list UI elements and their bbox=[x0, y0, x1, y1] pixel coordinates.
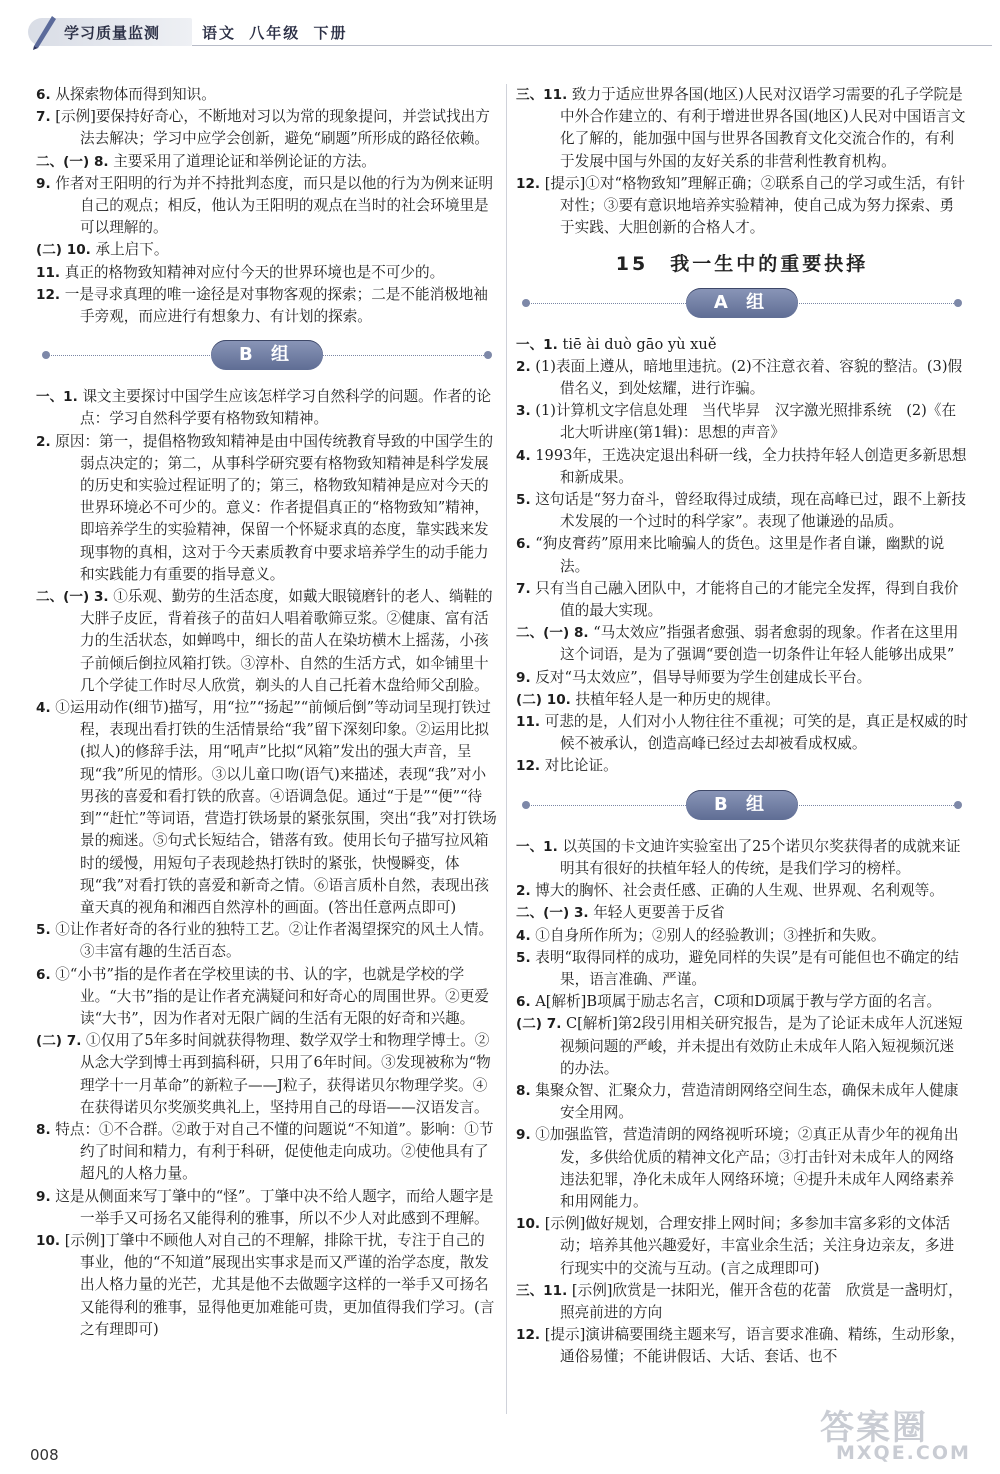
group-a-banner bbox=[516, 284, 968, 324]
answer-number: 6. bbox=[36, 87, 51, 103]
pen-icon bbox=[30, 12, 58, 50]
answer-number: 5. bbox=[36, 922, 51, 939]
answer-text: ①乐观、勤劳的生活态度，如戴大眼镜磨针的老人、绱鞋的大胖子皮匠，背着孩子的苗妇人唱着歌筛豆浆。②健康、富有活力的生活状态，如蝉鸣中，细长的苗人在染坊横木上摇荡，小孩子前倾后倒拉风箱打铁。③淳朴、自然的生活方式，如伞铺里十几个学徒工作时尽人欣赏，剃头的人自己托着木盘给师父刮脸。 bbox=[80, 588, 493, 694]
answer-text: [示例]做好规划，合理安排上网时间；多参加丰富多彩的文体活动；培养其他兴趣爱好，丰富业余生活；关注身边亲友，多进行现实中的交流与互动。(言之成理即可) bbox=[544, 1215, 955, 1277]
header-rule bbox=[192, 45, 992, 46]
page-number: 008 bbox=[30, 1446, 59, 1464]
answer-item bbox=[516, 578, 968, 622]
answer-number: 9. bbox=[36, 1188, 51, 1205]
answer-item bbox=[36, 1230, 498, 1341]
answer-text: 反对“马太效应”，倡导导师要为学生创建成长平台。 bbox=[535, 668, 872, 686]
watermark-text: 答案圈 bbox=[820, 1408, 928, 1448]
answer-number: 7. bbox=[516, 580, 531, 597]
answer-text: 扶植年轻人是一种历史的规律。 bbox=[575, 690, 780, 708]
answer-text: “马太效应”指强者愈强、弱者愈弱的现象。作者在这里用这个词语，是为了强调“要创造一切条件让年轻人能够出成果” bbox=[560, 624, 959, 664]
answer-number: 9. bbox=[36, 175, 51, 192]
answer-item bbox=[516, 836, 968, 880]
answer-text: 集聚众智、汇聚众力，营造清朗网络空间生态，确保未成年人健康安全用网。 bbox=[535, 1081, 959, 1122]
answer-number: 5. bbox=[516, 492, 531, 509]
answer-text: tiē ài duò gāo yù xuě bbox=[562, 335, 717, 353]
answer-item bbox=[516, 489, 968, 533]
answer-number: 4. bbox=[36, 700, 51, 717]
answer-item bbox=[516, 1124, 968, 1213]
answer-text: 课文主要探讨中国学生应该怎样学习自然科学的问题。作者的论点：学习自然科学要有格物致知精神。 bbox=[80, 388, 492, 428]
answer-item bbox=[516, 173, 968, 240]
answer-number: 一、1. bbox=[516, 336, 558, 353]
answer-item bbox=[516, 880, 968, 902]
answer-item bbox=[516, 689, 968, 711]
answer-number: 一、1. bbox=[36, 389, 78, 406]
answer-text: 致力于适应世界各国(地区)人民对汉语学习需要的孔子学院是中外合作建立的、有利于增进世界各国(地区)人民对中国语言文化了解的，能加强中国与世界各国教育文化交流合作的，有利于发展中国与外国的友好关系的非营利性教育机构。 bbox=[560, 86, 966, 170]
answer-number: 9. bbox=[516, 1127, 531, 1144]
answer-number: 9. bbox=[516, 669, 531, 686]
answer-number: 7. bbox=[36, 109, 51, 126]
answer-number: 一、1. bbox=[516, 838, 558, 855]
answer-text: 以英国的卡文迪许实验室出了25个诺贝尔奖获得者的成就来证明其有很好的扶植年轻人的传统，是我们学习的榜样。 bbox=[560, 837, 961, 877]
answer-text: 承上启下。 bbox=[95, 241, 169, 259]
answer-item bbox=[36, 1186, 498, 1230]
answer-text: [示例]要保持好奇心，不断地对习以为常的现象提问，并尝试找出方法去解决；学习中应学会创新，避免“刷题”所形成的路径依赖。 bbox=[55, 108, 490, 148]
answer-item bbox=[36, 1119, 498, 1186]
answer-number: 6. bbox=[516, 994, 531, 1011]
answer-item bbox=[516, 991, 968, 1013]
answer-number: 8. bbox=[516, 1082, 531, 1099]
group-b-banner-right bbox=[516, 786, 968, 826]
answer-number: 10. bbox=[516, 1216, 541, 1233]
answer-item bbox=[516, 400, 968, 444]
answer-item bbox=[36, 586, 498, 697]
answer-number: 二、(一) 8. bbox=[516, 625, 589, 642]
answer-number: 二、(一) 8. bbox=[36, 153, 109, 170]
answer-number: 12. bbox=[516, 1327, 541, 1344]
answer-item bbox=[516, 1080, 968, 1124]
answer-number: (二) 7. bbox=[516, 1016, 562, 1033]
answer-item bbox=[36, 431, 498, 586]
answer-number: 4. bbox=[516, 447, 531, 464]
answer-text: C[解析]第2段引用相关研究报告，是为了论证未成年人沉迷短视频问题的严峻，并未提出有效防止未成年人陷入短视频沉迷的办法。 bbox=[560, 1015, 963, 1077]
answer-item bbox=[516, 947, 968, 991]
answer-text: 这句话是“努力奋斗，曾经取得过成绩，现在高峰已过，跟不上新技术发展的一个过时的科学家”。表现了他谦逊的品质。 bbox=[535, 491, 966, 531]
answer-text: [示例]欣赏是一抹阳光，催开含苞的花蕾 欣赏是一盏明灯，照亮前进的方向 bbox=[560, 1281, 963, 1321]
answer-item bbox=[516, 84, 968, 173]
answer-text: ①加强监管，营造清朗的网络视听环境；②真正从青少年的视角出发，多供给优质的精神文化产品；③打击针对未成年人的网络违法犯罪，净化未成年人网络环境；④提升未成年人网络素养和用网能力。 bbox=[535, 1126, 959, 1210]
answer-item bbox=[516, 667, 968, 689]
answer-item bbox=[516, 711, 968, 755]
answer-item bbox=[36, 964, 498, 1031]
answer-number: 12. bbox=[516, 175, 541, 192]
watermark-url: MXQE.COM bbox=[836, 1442, 971, 1464]
answer-text: 1993年，王选决定退出科研一线，全力扶持年轻人创造更多新思想和新成果。 bbox=[535, 446, 967, 486]
right-column bbox=[516, 84, 968, 1369]
answer-text: ①“小书”指的是作者在学校里读的书、认的字，也就是学校的学业。“大书”指的是让作者充满疑问和好奇心的周围世界。②更爱读“大书”，因为作者对无限广阔的生活有无限的好奇和兴趣。 bbox=[55, 965, 489, 1027]
answer-item bbox=[36, 1030, 498, 1119]
answer-text: (1)表面上遵从，暗地里违抗。(2)不注意衣着、容貌的整洁。(3)假借名义，到处炫耀，进行诈骗。 bbox=[535, 357, 963, 398]
answer-number: 2. bbox=[516, 883, 531, 900]
column-divider bbox=[506, 84, 507, 1414]
brand-title: 学习质量监测 bbox=[64, 24, 161, 42]
group-a-label: A 组 bbox=[686, 288, 798, 318]
answer-number: 2. bbox=[36, 433, 51, 450]
answer-number: 5. bbox=[516, 949, 531, 966]
answer-text: ①自身所作所为；②别人的经验教训；③挫折和失败。 bbox=[535, 926, 886, 944]
answer-item bbox=[36, 173, 498, 240]
answer-text: ①仅用了5年多时间就获得物理、数学双学士和物理学博士。②从念大学到博士再到搞科研，只用了6年时间。③发现被称为“物理学十一月革命”的新粒子——J粒子，获得诺贝尔物理学奖。④在获得诺贝尔奖颁奖典礼上，坚持用自己的母语——汉语发言。 bbox=[80, 1032, 491, 1116]
answer-item bbox=[516, 1324, 968, 1368]
answer-text: ①运用动作(细节)描写，用“拉”“扬起”“前倾后倒”等动词呈现打铁过程，表现出看打铁的生活情景给“我”留下深刻印象。②运用比拟(拟人)的修辞手法，用“吼声”比拟“风箱”发出的强大声音，呈现“我”所见的情形。③以儿童口吻(语气)来描述，表现“我”对小男孩的喜爱和看打铁的欣喜。④语调急促。通过“于是”“便”“待到”“赶忙”等词语，营造打铁场景的紧张氛围，突出“我”对打铁场景的痴迷。⑤句式长短结合，错落有致。使用长句子描写拉风箱时的缓慢，用短句子表现趁热打铁时的紧张，快慢瞬变，体现“我”对看打铁的喜爱和新奇之情。⑥语言质朴自然，表现出孩童天真的视角和湘西自然淳朴的画面。(答出任意两点即可) bbox=[55, 699, 497, 916]
answer-item bbox=[36, 106, 498, 150]
answer-number: 三、11. bbox=[516, 87, 568, 103]
answer-text: 特点：①不合群。②敢于对自己不懂的问题说“不知道”。影响：①节约了时间和精力，有利于科研，促使他走向成功。②使他具有了超凡的人格力量。 bbox=[55, 1120, 494, 1183]
answer-item bbox=[516, 533, 968, 577]
answer-text: 真正的格物致知精神对应付今天的世界环境也是不可少的。 bbox=[64, 263, 445, 281]
answer-number: (二) 10. bbox=[36, 242, 91, 259]
answer-item bbox=[36, 919, 498, 963]
group-b-label: B 组 bbox=[686, 790, 798, 820]
answer-number: (二) 7. bbox=[36, 1033, 82, 1050]
answer-item bbox=[36, 239, 498, 261]
answer-number: 三、11. bbox=[516, 1282, 568, 1299]
left-column bbox=[36, 84, 498, 1341]
answer-text: 可悲的是，人们对小人物往往不重视；可笑的是，真正是权威的时候不被承认，创造高峰已经过去却被看成权威。 bbox=[544, 713, 968, 753]
subject-title: 语文 八年级 下册 bbox=[202, 24, 348, 42]
answer-number: 6. bbox=[516, 536, 531, 553]
answer-item bbox=[516, 1213, 968, 1280]
answer-number: 12. bbox=[36, 286, 61, 303]
answer-text: [示例]丁肇中不顾他人对自己的不理解，排除干扰，专注于自己的事业，他的“不知道”展现出实事求是而又严谨的治学态度，散发出人格力量的光芒，尤其是他不去做题字这样的一举手又可扬名又能得利的雅事，显得他更加难能可贵，更加值得我们学习。(言之有理即可) bbox=[64, 1231, 495, 1338]
answer-item bbox=[516, 356, 968, 400]
watermark-logo bbox=[790, 1400, 990, 1472]
answer-text: 表明“取得同样的成功，避免同样的失误”是有可能但也不确定的结果，语言准确、严谨。 bbox=[535, 948, 959, 988]
answer-item bbox=[516, 445, 968, 489]
answer-item bbox=[36, 84, 498, 106]
answer-number: 11. bbox=[36, 264, 61, 281]
answer-number: 2. bbox=[516, 358, 531, 375]
answer-number: (二) 10. bbox=[516, 691, 571, 708]
answer-number: 8. bbox=[36, 1121, 51, 1138]
answer-number: 12. bbox=[516, 758, 541, 775]
answer-text: 只有当自己融入团队中，才能将自己的才能完全发挥，得到自我价值的最大实现。 bbox=[535, 579, 959, 620]
answer-number: 6. bbox=[36, 966, 51, 983]
answer-number: 10. bbox=[36, 1232, 61, 1249]
answer-text: [提示]①对“格物致知”理解正确；②联系自己的学习或生活，有针对性；③要有意识地培养实验精神，使自己成为努力探索、勇于实践、大胆创新的合格人才。 bbox=[544, 174, 966, 237]
answer-number: 4. bbox=[516, 927, 531, 944]
answer-item bbox=[36, 151, 498, 173]
answer-text: 作者对王阳明的行为并不持批判态度，而只是以他的行为为例来证明自己的观点；相反，他认为王阳明的观点在当时的社会环境里是可以理解的。 bbox=[55, 174, 494, 237]
answer-text: 这是从侧面来写丁肇中的“怪”。丁肇中决不给人题字，而给人题字是一举手又可扬名又能得利的雅事，所以不少人对此感到不理解。 bbox=[55, 1187, 494, 1227]
answer-text: 主要采用了道理论证和举例论证的方法。 bbox=[113, 152, 376, 170]
answer-text: 一是寻求真理的唯一途径是对事物客观的探索；二是不能消极地袖手旁观，而应进行有想象力、有计划的探索。 bbox=[64, 285, 488, 326]
answer-number: 11. bbox=[516, 714, 541, 731]
answer-text: 对比论证。 bbox=[544, 757, 618, 775]
answer-item bbox=[36, 284, 498, 328]
answer-text: (1)计算机文字信息处理 当代毕昇 汉字激光照排系统 (2)《在北大听讲座(第1辑)：思想的声音》 bbox=[535, 402, 957, 442]
answer-text: 原因：第一，提倡格物致知精神是由中国传统教育导致的中国学生的弱点决定的；第二，从事科学研究要有格物致知精神是科学发展的历史和实验过程证明了的；第三，格物致知精神是应对今天的世界环境必不可少的。意义：作者提倡真正的“格物致知”精神，即培养学生的实验精神，保留一个怀疑求真的态度，靠实践来发现事物的真相，这对于今天素质教育中要求培养学生的动手能力和实践能力有重要的指导意义。 bbox=[55, 432, 494, 583]
answer-number: 3. bbox=[516, 403, 531, 420]
page-header bbox=[0, 0, 1000, 60]
answer-text: 年轻人更要善于反省 bbox=[593, 904, 725, 922]
answer-text: 从探索物体而得到知识。 bbox=[55, 86, 216, 103]
answer-text: 博大的胸怀、社会责任感、正确的人生观、世界观、名利观等。 bbox=[535, 882, 944, 900]
answer-item bbox=[516, 902, 968, 924]
answer-number: 二、(一) 3. bbox=[36, 589, 109, 606]
answer-item bbox=[516, 755, 968, 777]
answer-item bbox=[516, 334, 968, 356]
answer-item bbox=[516, 1280, 968, 1324]
answer-text: “狗皮膏药”原用来比喻骗人的货色。这里是作者自谦，幽默的说法。 bbox=[535, 535, 945, 575]
answer-item bbox=[36, 262, 498, 284]
group-b-banner-left bbox=[36, 336, 498, 376]
answer-item bbox=[516, 622, 968, 666]
answer-text: ①让作者好奇的各行业的独特工艺。②让作者渴望探究的风土人情。③丰富有趣的生活百态。 bbox=[55, 921, 494, 961]
lesson-title: 15 我一生中的重要抉择 bbox=[615, 253, 869, 276]
group-b-label: B 组 bbox=[211, 340, 323, 370]
answer-item bbox=[516, 925, 968, 947]
answer-item bbox=[516, 1013, 968, 1080]
answer-text: [提示]演讲稿要围绕主题来写，语言要求准确、精练，生动形象，通俗易懂；不能讲假话、大话、套话、也不 bbox=[544, 1326, 965, 1366]
answer-text: A[解析]B项属于励志名言，C项和D项属于教与学方面的名言。 bbox=[535, 993, 942, 1011]
answer-item bbox=[36, 697, 498, 919]
answer-item bbox=[36, 386, 498, 430]
answer-number: 二、(一) 3. bbox=[516, 905, 589, 922]
